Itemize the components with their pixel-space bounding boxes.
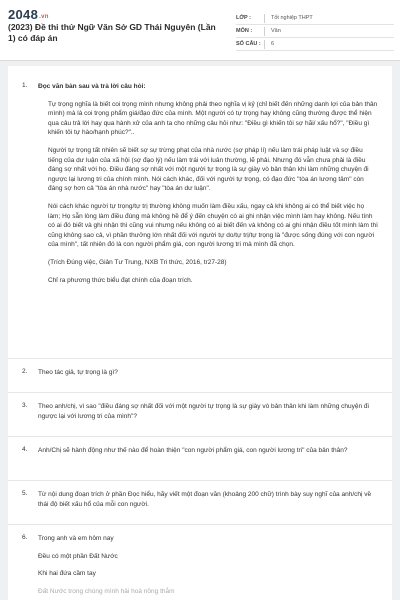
poem-line: Khi hai đứa cầm tay [38, 570, 96, 578]
meta-row-subject [236, 25, 394, 38]
page-header [0, 0, 400, 61]
question-text: Theo tác giả, tự trọng là gì? [38, 369, 118, 376]
question-number: 1. [22, 82, 28, 89]
meta-value: 6 [271, 41, 275, 47]
logo-suffix: .vn [39, 14, 49, 20]
poem-line: Đất Nước trong chúng mình hài hoà nồng thắm [38, 587, 175, 595]
question-body [38, 82, 378, 293]
meta-label: SỐ CÂU : [236, 41, 261, 47]
site-logo[interactable] [8, 7, 49, 22]
poem-excerpt [38, 534, 378, 600]
question-prompt: Chỉ ra phương thức biểu đạt chính của đoạn trích. [48, 276, 193, 284]
question-number: 3. [22, 402, 28, 409]
question-number: 5. [22, 490, 28, 497]
question-text: Anh/Chị sẽ hành động như thế nào để hoàn thiện "con người phẩm giá, con người lương tri" của bản thân? [38, 447, 348, 454]
page-title: (2023) Đề thi thử Ngữ Văn Sở GD Thái Nguyên (Lần 1) có đáp án [8, 22, 216, 43]
question-list [8, 66, 392, 600]
exam-meta [236, 12, 394, 51]
passage-source: (Trích Đúng việc, Giản Tư Trung, NXB Tri thức, 2016, tr27-28) [48, 258, 227, 266]
meta-value: Tốt nghiệp THPT [271, 15, 313, 21]
question-heading: Đọc văn bản sau và trả lời câu hỏi: [38, 83, 146, 90]
question-text: Theo anh/chị, vì sao "điều đáng sợ nhất đối với một người tự trọng là sự giày vò bản thân khi làm những chuyện đi ngược lại với lương tri của mình"? [38, 403, 369, 420]
question-number: 4. [22, 446, 28, 453]
question-text: Từ nội dung đoạn trích ở phần Đọc hiểu, hãy viết một đoạn văn (khoảng 200 chữ) trình bày suy nghĩ của anh/chị về thái độ biết xấu hổ của mỗi con người. [38, 491, 372, 508]
poem-line: Đều có một phần Đất Nước [38, 552, 118, 560]
logo-text: 2048 [8, 7, 39, 22]
question-number: 2. [22, 368, 28, 375]
passage-paragraph: Nói cách khác người tự trọng/tự trị thường không muốn làm điều xấu, ngay cả khi không ai có thể biết việc họ làm; Họ sẵn lòng làm điều đúng mà không hề để ý đến chuyện có ai ghi nhận việc mình làm hay không. Nếu tính có ai đó biết và ghi nhận thì cũng vui nhưng nếu không có ai biết đến và không có ai ghi nhận điều tốt mình làm thì cũng không sao cả, vì phần thưởng lớn nhất đối với người tự do/tự trị/tự trọng là "được sống đúng với con người của mình", tất nhiên đó là con người phẩm giá, con người lương tri mà mình đã chọn. [48, 202, 378, 249]
meta-label: MÔN : [236, 28, 253, 34]
poem-line: Trong anh và em hôm nay [38, 535, 114, 542]
meta-row-count [236, 38, 394, 51]
meta-row-class [236, 12, 394, 25]
passage-paragraph: Người tự trọng tất nhiên sẽ biết sợ sự trừng phạt của nhà nước (sợ pháp lí) nếu làm trái pháp luật và sợ điều tiếng của dư luận của xã hội (sợ đạo lý) nếu làm trái với luân thường, lẽ phải. Nhưng đó vẫn chưa phải là điều đáng sợ nhất với họ. Điều đáng sợ nhất với một người tự trọng là sự giày vò bản thân khi làm những chuyện đi ngược lại lương tri của chính mình. Nói cách khác, đối với người tự trọng, có đạo đức "tòa án lương tâm" còn đáng sợ hơn cả "tòa án nhà nước" hay "tòa án dư luận". [48, 146, 369, 193]
meta-value: Văn [271, 28, 281, 34]
passage-paragraph: Tự trọng nghĩa là biết coi trọng mình nhưng không phải theo nghĩa vị kỷ (chỉ biết đến những danh lợi của bản thân mình) mà là coi trọng phẩm giá/đạo đức của mình. Một người có tự trọng hay không cũng thường được thể hiện qua câu trả lời hay qua hành xử của anh ta cho những câu hỏi như: "Điều gì khiến tôi sợ hãi/ xấu hổ?", "Điều gì khiến tôi tự hào/hạnh phúc?".. [48, 100, 378, 137]
meta-label: LỚP : [236, 15, 251, 21]
question-number: 6. [22, 534, 28, 541]
